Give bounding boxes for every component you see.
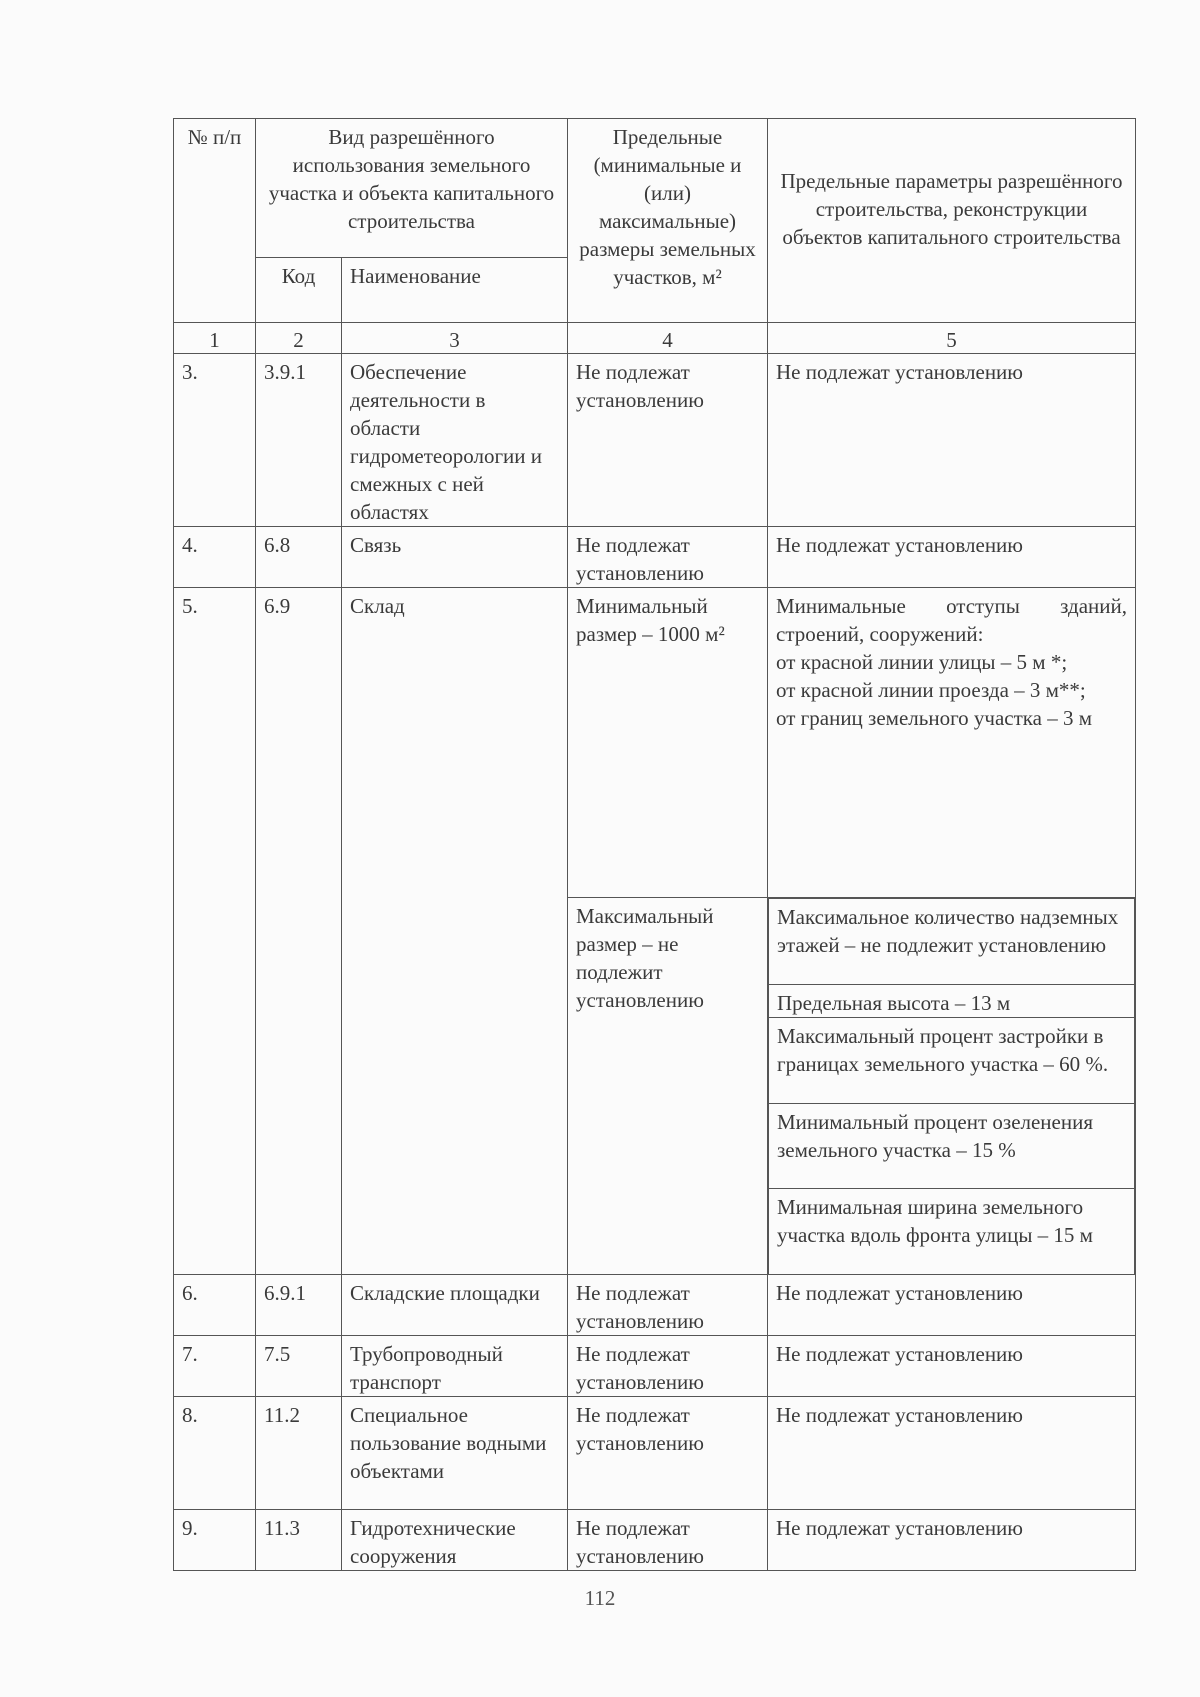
setback-street: от красной линии улицы – 5 м *; bbox=[776, 650, 1068, 674]
header-use-type: Вид разрешённого использования земельного участка и объекта капитального строительства bbox=[256, 119, 568, 258]
table-row bbox=[174, 527, 1136, 588]
row-size: Не подлежат установлению bbox=[568, 1396, 768, 1509]
header-parameters: Предельные параметры разрешённого строительства, реконструкции объектов капитального строительства bbox=[768, 119, 1136, 323]
column-number-row bbox=[174, 323, 1136, 354]
row-code: 7.5 bbox=[256, 1335, 342, 1396]
row-params: Не подлежат установлению bbox=[768, 527, 1136, 588]
row-params-min bbox=[768, 588, 1136, 898]
header-code: Код bbox=[256, 258, 342, 323]
row-code: 11.3 bbox=[256, 1509, 342, 1570]
row-size: Не подлежат установлению bbox=[568, 1274, 768, 1335]
header-name: Наименование bbox=[342, 258, 568, 323]
row-params: Не подлежат установлению bbox=[768, 1274, 1136, 1335]
row-num: 5. bbox=[174, 588, 256, 1275]
row-name: Складские площадки bbox=[342, 1274, 568, 1335]
setback-driveway: от красной линии проезда – 3 м**; bbox=[776, 678, 1086, 702]
table-row bbox=[174, 354, 1136, 527]
row-name: Гидротехнические сооружения bbox=[342, 1509, 568, 1570]
param-floors: Максимальное количество надземных этажей – не подлежит установлению bbox=[769, 899, 1135, 985]
row-code: 11.2 bbox=[256, 1396, 342, 1509]
row-num: 4. bbox=[174, 527, 256, 588]
row-name: Специальное пользование водными объектами bbox=[342, 1396, 568, 1509]
row-num: 9. bbox=[174, 1509, 256, 1570]
param-coverage: Максимальный процент застройки в границах земельного участка – 60 %. bbox=[769, 1018, 1135, 1104]
row-size-min: Минимальный размер – 1000 м² bbox=[568, 588, 768, 898]
table-row bbox=[174, 1335, 1136, 1396]
setback-heading: Минимальные отступы зданий, строений, сооружений: bbox=[776, 594, 1127, 646]
header-plot-size: Предельные (минимальные и (или) максимальные) размеры земельных участков, м² bbox=[568, 119, 768, 323]
row-params-list bbox=[768, 898, 1136, 1275]
column-number: 4 bbox=[568, 323, 768, 354]
row-name: Обеспечение деятельности в области гидрометеорологии и смежных с ней областях bbox=[342, 354, 568, 527]
setback-boundary: от границ земельного участка – 3 м bbox=[776, 706, 1093, 730]
row-code: 6.8 bbox=[256, 527, 342, 588]
column-number: 2 bbox=[256, 323, 342, 354]
row-code: 3.9.1 bbox=[256, 354, 342, 527]
row-size: Не подлежат установлению bbox=[568, 527, 768, 588]
row-size: Не подлежат установлению bbox=[568, 354, 768, 527]
param-height: Предельная высота – 13 м bbox=[769, 985, 1135, 1018]
row-size: Не подлежат установлению bbox=[568, 1335, 768, 1396]
row-params: Не подлежат установлению bbox=[768, 1335, 1136, 1396]
page-number: 112 bbox=[584, 1586, 616, 1610]
column-number: 3 bbox=[342, 323, 568, 354]
column-number: 5 bbox=[768, 323, 1136, 354]
header-row bbox=[174, 119, 1136, 258]
column-number: 1 bbox=[174, 323, 256, 354]
row-size: Не подлежат установлению bbox=[568, 1509, 768, 1570]
row-num: 6. bbox=[174, 1274, 256, 1335]
land-use-table bbox=[173, 118, 1136, 1571]
row-num: 8. bbox=[174, 1396, 256, 1509]
row-params: Не подлежат установлению bbox=[768, 354, 1136, 527]
row-name: Трубопроводный транспорт bbox=[342, 1335, 568, 1396]
row-name: Склад bbox=[342, 588, 568, 1275]
row-name: Связь bbox=[342, 527, 568, 588]
row-num: 7. bbox=[174, 1335, 256, 1396]
table-row bbox=[174, 1274, 1136, 1335]
row-code: 6.9 bbox=[256, 588, 342, 1275]
row-code: 6.9.1 bbox=[256, 1274, 342, 1335]
row-num: 3. bbox=[174, 354, 256, 527]
param-greenery: Минимальный процент озеленения земельного участка – 15 % bbox=[769, 1104, 1135, 1189]
table-row bbox=[174, 1396, 1136, 1509]
params-subtable bbox=[768, 898, 1135, 1274]
row-params: Не подлежат установлению bbox=[768, 1509, 1136, 1570]
param-frontage: Минимальная ширина земельного участка вдоль фронта улицы – 15 м bbox=[769, 1189, 1135, 1274]
table-row bbox=[174, 588, 1136, 898]
row-size-max: Максимальный размер – не подлежит установлению bbox=[568, 898, 768, 1275]
row-params: Не подлежат установлению bbox=[768, 1396, 1136, 1509]
table-row bbox=[174, 1509, 1136, 1570]
header-num: № п/п bbox=[174, 119, 256, 323]
